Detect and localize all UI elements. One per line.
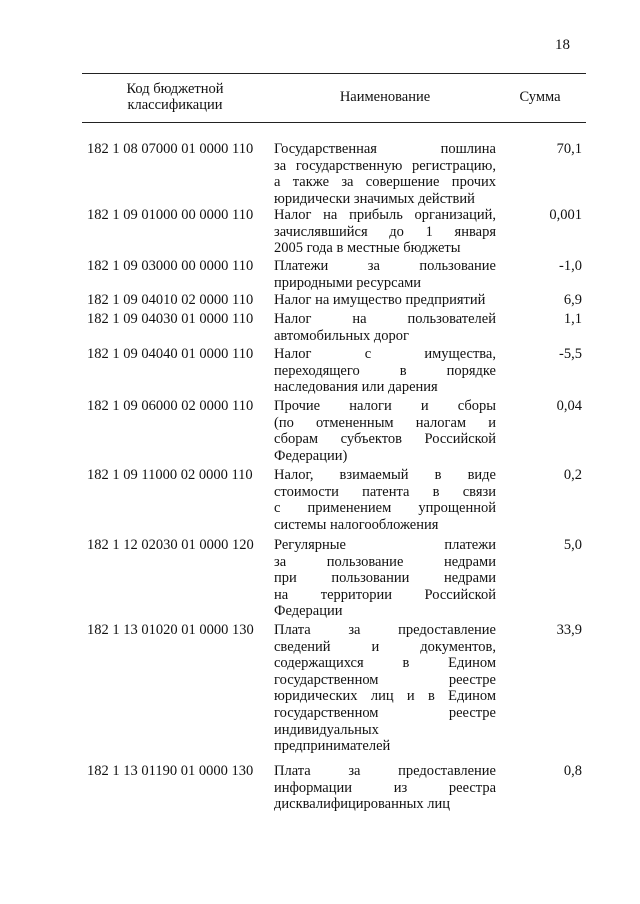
item-name-line: государственном реестре [274,704,496,721]
item-sum: 70,1 [556,141,582,157]
item-sum: 0,001 [549,207,582,223]
budget-code: 182 1 13 01190 01 0000 130 [87,763,254,779]
budget-code: 182 1 09 04040 01 0000 110 [87,346,254,362]
item-name-line: Государственная пошлина [274,141,496,157]
budget-code: 182 1 09 03000 00 0000 110 [87,258,254,274]
item-name [274,537,496,620]
budget-code: 182 1 09 06000 02 0000 110 [87,398,254,414]
item-sum: 33,9 [556,622,582,638]
item-name-line: государственном реестре [274,671,496,688]
item-name-line: при пользовании недрами [274,570,496,587]
item-name [274,311,496,344]
item-name-line: Плата за предоставление [274,763,496,779]
item-name-line: системы налогообложения [274,516,439,533]
item-name-line: Налог с имущества, [274,346,496,362]
item-name-line: Платежи за пользование [274,258,496,274]
item-name-line: за государственную регистрацию, [274,157,496,174]
item-name [274,292,496,309]
item-name-line: Налог на пользователей [274,311,496,327]
item-name-line: юридически значимых действий [274,190,475,207]
item-name [274,622,496,755]
item-name-line: Налог, взимаемый в виде [274,467,496,483]
item-name-line: с применением упрощенной [274,500,496,517]
item-name [274,763,496,813]
item-name-line: а также за совершение прочих [274,174,496,191]
item-name-line: Федерации [274,603,343,620]
header-name: Наименование [339,89,431,105]
item-name-line: Федерации) [274,447,348,464]
item-name-line: юридических лиц и в Едином [274,688,496,705]
budget-code: 182 1 08 07000 01 0000 110 [87,141,254,157]
item-name-line: индивидуальных [274,721,379,738]
item-name-line: Регулярные платежи [274,537,496,553]
budget-code: 182 1 09 01000 00 0000 110 [87,207,254,223]
item-name-line: наследования или дарения [274,379,438,396]
item-name-line: дисквалифицированных лиц [274,796,450,813]
item-name [274,141,496,207]
item-name-line: 2005 года в местные бюджеты [274,240,461,257]
item-sum: -1,0 [559,258,582,274]
item-name-line: содержащихся в Едином [274,655,496,672]
item-name [274,346,496,396]
item-name-line: предпринимателей [274,738,391,755]
item-name-line: за пользование недрами [274,553,496,570]
item-name-line: Плата за предоставление [274,622,496,638]
item-sum: -5,5 [559,346,582,362]
item-name-line: Налог на прибыль организаций, [274,207,496,223]
item-name-line: сборам субъектов Российской [274,431,496,448]
header-sum: Сумма [519,89,561,105]
budget-code: 182 1 09 04010 02 0000 110 [87,292,254,308]
item-name-line: стоимости патента в связи [274,483,496,500]
item-name [274,258,496,291]
item-name-line: на территории Российской [274,586,496,603]
item-sum: 1,1 [563,311,582,327]
item-name-line: зачислявшийся до 1 января [274,223,496,240]
item-sum: 0,04 [556,398,582,414]
item-name-line: автомобильных дорог [274,327,409,344]
item-sum: 5,0 [563,537,582,553]
header-code-line1: Код бюджетной [126,81,224,97]
header-code-line2: классификации [127,97,223,113]
item-name-line: (по отмененным налогам и [274,414,496,431]
item-name-line: Налог на имущество предприятий [274,292,486,308]
item-sum: 0,8 [563,763,582,779]
item-sum: 0,2 [563,467,582,483]
item-name [274,207,496,257]
item-name-line: Прочие налоги и сборы [274,398,496,414]
header-code [100,81,250,113]
page-number: 18 [555,37,570,53]
item-name-line: природными ресурсами [274,274,422,291]
item-name [274,398,496,464]
budget-code: 182 1 09 11000 02 0000 110 [87,467,253,483]
item-sum: 6,9 [563,292,582,308]
budget-code: 182 1 12 02030 01 0000 120 [87,537,254,553]
item-name [274,467,496,533]
header-bottom-rule [82,122,586,123]
item-name-line: переходящего в порядке [274,362,496,379]
header-top-rule [82,73,586,74]
item-name-line: информации из реестра [274,779,496,796]
item-name-line: сведений и документов, [274,638,496,655]
budget-code: 182 1 13 01020 01 0000 130 [87,622,254,638]
budget-code: 182 1 09 04030 01 0000 110 [87,311,254,327]
